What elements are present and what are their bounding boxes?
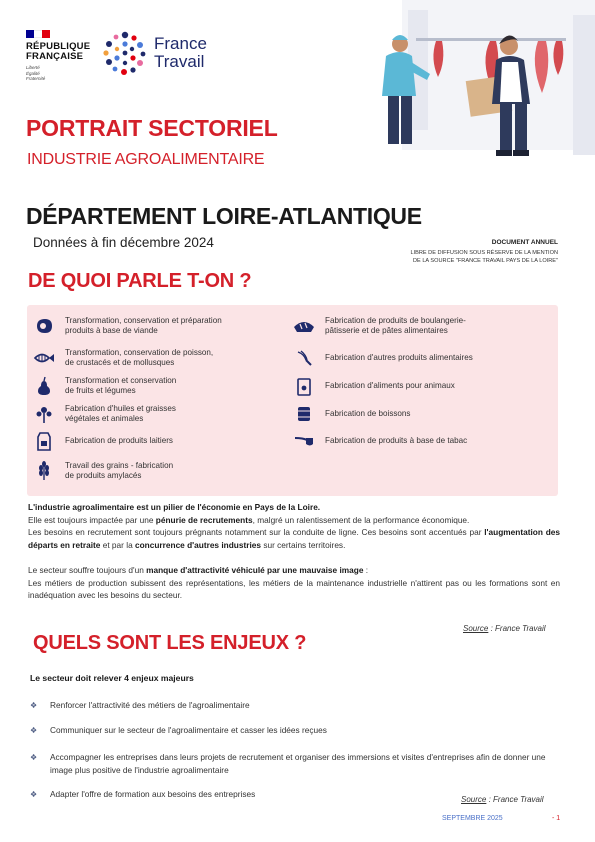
pet-food-icon bbox=[293, 375, 315, 397]
fish-icon bbox=[33, 347, 55, 369]
france-travail-wordmark: France Travail bbox=[154, 34, 207, 71]
butcher-workers-illustration bbox=[378, 0, 595, 165]
republique-francaise-logo bbox=[26, 30, 96, 82]
section-heading-challenges: QUELS SONT LES ENJEUX ? bbox=[33, 632, 307, 654]
activities-panel bbox=[27, 305, 558, 496]
activity-item: Fabrication de produits laitiers bbox=[33, 430, 173, 452]
challenge-item: ❖ Adapter l'offre de formation aux besoins des entreprises bbox=[30, 789, 256, 799]
section-heading-what: DE QUOI PARLE T-ON ? bbox=[28, 270, 252, 292]
oil-plant-icon bbox=[33, 403, 55, 425]
activity-item: Fabrication de boissons bbox=[293, 403, 410, 425]
whisk-icon bbox=[293, 347, 315, 369]
france-travail-logo bbox=[102, 30, 207, 76]
pipe-icon bbox=[293, 430, 315, 452]
diamond-bullet-icon: ❖ bbox=[30, 790, 38, 799]
grain-icon bbox=[33, 460, 55, 482]
barrel-icon bbox=[293, 403, 315, 425]
bakery-icon bbox=[293, 315, 315, 337]
attractiveness-paragraph: Le secteur souffre toujours d'un manque d'attractivité véhiculé par une mauvaise image : Les métiers de production subissent des représentations, les métiers de la maintenance industrielle n'attirent pas ou les formations sont en inadéquation avec les besoins du secteur. bbox=[28, 565, 560, 600]
document-type-label: DOCUMENT ANNUEL bbox=[491, 239, 558, 246]
meat-icon bbox=[33, 315, 55, 337]
challenge-item: ❖ Accompagner les entreprises dans leurs projets de recrutement et organiser des immersions et visites d'entreprises afin de donner une image plus positive de l'industrie agroalimentaire bbox=[30, 752, 546, 775]
diamond-bullet-icon: ❖ bbox=[30, 701, 38, 710]
activity-item: Fabrication de produits de boulangerie- pâtisserie et de pâtes alimentaires bbox=[293, 315, 466, 337]
french-flag-icon bbox=[26, 30, 50, 38]
source-note: Source : France Travail bbox=[463, 624, 546, 633]
activity-item: Transformation, conservation et préparation produits à base de viande bbox=[33, 315, 222, 337]
distribution-notice: LIBRE DE DIFFUSION SOUS RÉSERVE DE LA MENTION DE LA SOURCE "FRANCE TRAVAIL PAYS DE LA LOIRE" bbox=[410, 250, 558, 264]
diamond-bullet-icon: ❖ bbox=[30, 726, 38, 735]
page-number: - 1 bbox=[552, 815, 561, 822]
intro-paragraph: L'industrie agroalimentaire est un pilier de l'économie en Pays de la Loire. Elle est toujours impactée par une pénurie de recrutements, malgré un ralentissement de la performance économique. Les besoins en recrutement sont toujours prégnants notamment sur la conduite de ligne. Ces besoins sont accentués par l'augmentation des départs en retraite et par la concurrence d'autres industries sur certains territoires. bbox=[28, 502, 560, 550]
source-note: Source : France Travail bbox=[461, 795, 544, 804]
data-date: Données à fin décembre 2024 bbox=[33, 235, 214, 250]
activity-item: Fabrication d'autres produits alimentaires bbox=[293, 347, 473, 369]
activity-item: Fabrication de produits à base de tabac bbox=[293, 430, 467, 452]
challenge-item: ❖ Communiquer sur le secteur de l'agroalimentaire et casser les idées reçues bbox=[30, 725, 327, 735]
page-title: PORTRAIT SECTORIEL bbox=[26, 115, 278, 141]
department-heading: DÉPARTEMENT LOIRE-ATLANTIQUE bbox=[26, 203, 422, 229]
republique-francaise-name: RÉPUBLIQUE FRANÇAISE bbox=[26, 41, 91, 62]
dairy-icon bbox=[33, 430, 55, 452]
activity-item: Travail des grains - fabrication de produits amylacés bbox=[33, 460, 173, 482]
activity-item: Fabrication d'aliments pour animaux bbox=[293, 375, 455, 397]
republic-motto: Liberté Égalité Fraternité bbox=[26, 65, 46, 81]
footer-date: SEPTEMBRE 2025 bbox=[442, 815, 503, 822]
activity-item: Transformation, conservation de poisson, de crustacés et de mollusques bbox=[33, 347, 213, 369]
activity-item: Fabrication d'huiles et graisses végétales et animales bbox=[33, 403, 176, 425]
challenge-item: ❖ Renforcer l'attractivité des métiers de l'agroalimentaire bbox=[30, 700, 250, 710]
diamond-bullet-icon: ❖ bbox=[30, 753, 38, 762]
challenges-intro: Le secteur doit relever 4 enjeux majeurs bbox=[30, 673, 194, 683]
pear-icon bbox=[33, 375, 55, 397]
france-travail-dots-icon bbox=[102, 30, 148, 76]
activity-item: Transformation et conservation de fruits et légumes bbox=[33, 375, 176, 397]
page-subtitle: INDUSTRIE AGROALIMENTAIRE bbox=[27, 151, 265, 168]
